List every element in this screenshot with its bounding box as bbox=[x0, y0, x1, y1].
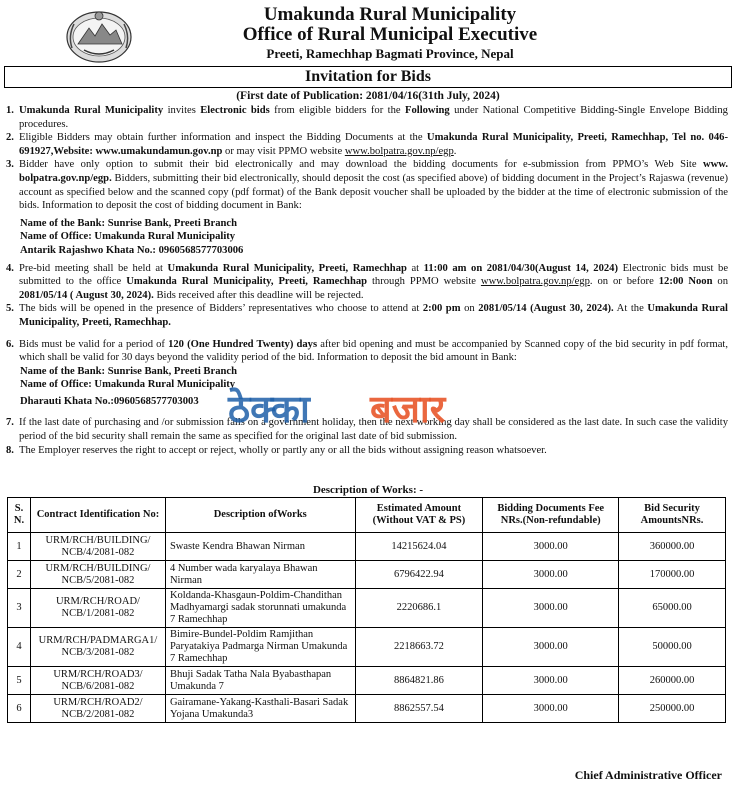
ppmo-link-2[interactable]: www.bolpatra.gov.np/egp bbox=[480, 276, 590, 288]
watermark-text-right: बजार bbox=[370, 387, 446, 431]
notice-title-banner: Invitation for Bids bbox=[4, 66, 732, 88]
clause-3: 3. Bidder have only option to submit their bid electronically and may download the bidding documents for e-submission from PPMO’s Web Site www. bolpatra.gov.np/egp. Bidders, submitting their bid electronically, should deposit the cost (as specified above) of bidding document in the Project’s Rajaswa (revenue) account as specified below and the scanned copy (pdf format) of the Bank deposit voucher shall be uploaded by the bidder at the time of electronic submission of the bids. Information to deposit the cost of bidding document in Bank: bbox=[6, 159, 728, 212]
header-fee: Bidding Documents Fee NRs.(Non-refundable) bbox=[483, 498, 619, 533]
works-table bbox=[7, 497, 726, 723]
clause-8: 8. The Employer reserves the right to accept or reject, wholly or partly any or all the bids without assigning reason whatsoever. bbox=[6, 444, 547, 456]
table-header-row bbox=[8, 498, 726, 533]
header-amount: Estimated Amount (Without VAT & PS) bbox=[355, 498, 483, 533]
publication-date: (First date of Publication: 2081/04/16(31th July, 2024) bbox=[236, 90, 500, 102]
office-name: Office of Rural Municipal Executive bbox=[242, 24, 538, 45]
office-address: Preeti, Ramechhap Bagmati Province, Nepal bbox=[266, 46, 514, 61]
nepal-emblem-icon bbox=[64, 6, 134, 64]
clause-2: 2. Eligible Bidders may obtain further information and inspect the Bidding Documents at the Umakunda Rural Municipality, Preeti, Ramechhap, Tel no. 046-691927,Website: www.umakundamun.gov.np or may visit PPMO website www.bolpatra.gov.np/egp. bbox=[6, 132, 728, 157]
ppmo-link[interactable]: www.bolpatra.gov.np/egp bbox=[344, 145, 454, 157]
office-name-2: Name of Office: Umakunda Rural Municipality bbox=[20, 379, 236, 391]
bank-name-1: Name of the Bank: Sunrise Bank, Preeti Branch bbox=[20, 217, 237, 229]
signatory-title: Chief Administrative Officer bbox=[574, 768, 722, 782]
office-name-1: Name of Office: Umakunda Rural Municipality bbox=[20, 231, 236, 243]
thekka-bazar-watermark-logo bbox=[222, 380, 512, 436]
header-security: Bid Security AmountsNRs. bbox=[619, 498, 726, 533]
table-row: 3 URM/RCH/ROAD/ NCB/1/2081-082 Koldanda-Khasgaun-Poldim-Chandithan Madhyamargi sadak storunnati umakunda 7 Ramechhap 2220686.1 3000.00 65000.00 bbox=[8, 589, 726, 628]
khata-number-2: Dharauti Khata No.:0960568577703003 bbox=[20, 395, 199, 407]
header-contract: Contract Identification No: bbox=[30, 498, 165, 533]
header-sn: S. N. bbox=[8, 498, 31, 533]
table-row: 2 URM/RCH/BUILDING/ NCB/5/2081-082 4 Number wada karyalaya Bhawan Nirman 6796422.94 3000.00 170000.00 bbox=[8, 561, 726, 589]
municipality-name: Umakunda Rural Municipality bbox=[263, 4, 517, 25]
clause-7: 7. If the last date of purchasing and /or submission falls on a government holiday, then the next working day shall be considered as the last date. In such case the validity period of the bid security shall remain the same as specified for the original last date of bid submission. bbox=[6, 417, 728, 443]
clause-6: 6. Bids must be valid for a period of 120 (One Hundred Twenty) days after bid opening and must be accompanied by Scanned copy of the bid security in pdf format, which shall be valid for 30 days beyond the validity period of the bid. Information to deposit the bid amount in Bank: bbox=[6, 338, 728, 364]
khata-number-1: Antarik Rajashwo Khata No.: 0960568577703006 bbox=[20, 244, 244, 256]
watermark-text-left: ठेक्का bbox=[228, 387, 310, 431]
clause-1: 1. Umakunda Rural Municipality invites Electronic bids from eligible bidders for the Following under National Competitive Bidding-Single Envelope Bidding procedures. bbox=[6, 105, 728, 130]
table-row: 5 URM/RCH/ROAD3/ NCB/6/2081-082 Bhuji Sadak Tatha Nala Byabasthapan Umakunda 7 8864821.86 3000.00 260000.00 bbox=[8, 667, 726, 695]
bank-name-2: Name of the Bank: Sunrise Bank, Preeti Branch bbox=[20, 365, 237, 377]
clause-4: 4. Pre-bid meeting shall be held at Umakunda Rural Municipality, Preeti, Ramechhap at 11:00 am on 2081/04/30(August 14, 2024) Electronic bids must be submitted to the office Umakunda Rural Municipality, Preeti, Ramechhap through PPMO website www.bolpatra.gov.np/egp. on or before 12:00 Noon on 2081/05/14 ( August 30, 2024). Bids received after this deadline will be rejected. bbox=[6, 262, 729, 301]
table-row: 1 URM/RCH/BUILDING/ NCB/4/2081-082 Swaste Kendra Bhawan Nirman 14215624.04 3000.00 360000.00 bbox=[8, 533, 726, 561]
table-row: 4 URM/RCH/PADMARGA1/ NCB/3/2081-082 Bimire-Bundel-Poldim Ramjithan Paryatakiya Padmarga Nirman Umakunda 7 Ramechhap 2218663.72 3000.00 50000.00 bbox=[8, 628, 726, 667]
works-table-title: Description of Works: - bbox=[312, 484, 424, 496]
header-description: Description ofWorks bbox=[165, 498, 355, 533]
clause-5: 5. The bids will be opened in the presence of Bidders’ representatives who choose to attend at 2:00 pm on 2081/05/14 (August 30, 2024). At the Umakunda Rural Municipality, Preeti, Ramechhap. bbox=[6, 303, 729, 328]
table-row: 6 URM/RCH/ROAD2/ NCB/2/2081-082 Gairamane-Yakang-Kasthali-Basari Sadak Yojana Umakunda3 8862557.54 3000.00 250000.00 bbox=[8, 695, 726, 723]
